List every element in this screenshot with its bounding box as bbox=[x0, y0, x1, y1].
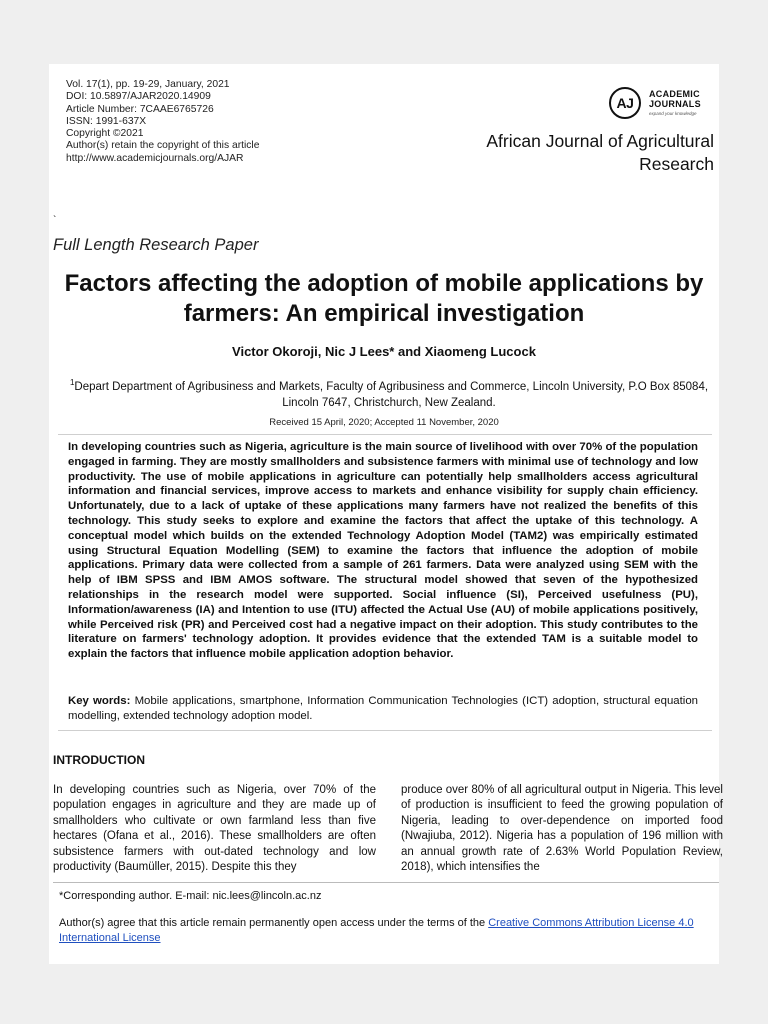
stray-mark: ` bbox=[53, 215, 57, 226]
abstract-text: In developing countries such as Nigeria, agriculture is the main source of livelihood with over 70% of the population engaged in farming. They are mostly smallholders and subsistence farmers with minimal use of technology and low productivity. The use of mobile applications in agriculture can potentially help smallholders access agricultural information and financial services, improve access to markets and enhance visibility for supply chain efficiency. Unfortunately, due to a lack of uptake of these applications many farmers have not realized the benefits of this technology. This study seeks to explore and examine the factors that affect the uptake of this technology. A conceptual model which builds on the extended Technology Adoption Model (TAM2) was empirically estimated using Structural Equation Modelling (SEM) to examine the factors that influence the adoption of mobile applications. Primary data were collected from a sample of 261 farmers. Data were analyzed using SEM with the help of IBM SPSS and IBM AMOS software. The structural model showed that seven of the hypothesized relationships in the research model were supported. Social influence (SI), Perceived usefulness (PU), Information/awareness (IA) and Intention to use (ITU) affected the Actual Use (AU) of mobile applications positively, while Perceived risk (PR) and Perceived cost had a negative impact on their adoption. This study contributes to the literature on farmers' technology adoption. It provides evidence that the extended TAM is a suitable model to explain the factors that influence mobile application adoption behavior. bbox=[68, 441, 698, 661]
meta-volume: Vol. 17(1), pp. 19-29, January, 2021 bbox=[66, 79, 230, 90]
introduction-column-right: produce over 80% of all agricultural output in Nigeria. This level of production is insufficient to feed the growing population of Nigeria, leading to over-dependence on imported food (Nwajiuba, 2012). Nigeria has a population of 196 million with an annual growth rate of 2.63% World Population Review, 2018), which intensifies the bbox=[401, 784, 723, 874]
corresponding-author: *Corresponding author. E-mail: nic.lees@lincoln.ac.nz bbox=[59, 890, 322, 902]
meta-url: http://www.academicjournals.org/AJAR bbox=[66, 152, 244, 164]
received-dates: Received 15 April, 2020; Accepted 11 November, 2020 bbox=[269, 417, 499, 428]
journal-name bbox=[486, 130, 714, 176]
keywords bbox=[68, 694, 698, 724]
meta-copyright: Copyright ©2021 bbox=[66, 128, 144, 140]
affiliation-superscript: 1 bbox=[69, 378, 75, 387]
meta-article-number: Article Number: 7CAAE6765726 bbox=[66, 103, 214, 115]
license-text: Author(s) agree that this article remain permanently open access under the terms of the bbox=[59, 917, 489, 929]
license-notice bbox=[59, 916, 714, 946]
logo-text-academic: ACADEMIC bbox=[649, 89, 700, 99]
meta-rights: Author(s) retain the copyright of this article bbox=[66, 140, 260, 152]
paper-type: Full Length Research Paper bbox=[53, 236, 259, 254]
keywords-label: Key words: bbox=[68, 695, 131, 707]
footnote-divider bbox=[53, 882, 719, 883]
license-link[interactable]: Creative Commons Attribution License 4.0 International License bbox=[59, 917, 694, 944]
logo-tagline: expand your knowledge bbox=[649, 111, 697, 116]
paper-page bbox=[49, 64, 723, 964]
title-line1: Factors affecting the adoption of mobile applications by bbox=[64, 270, 704, 297]
authors: Victor Okoroji, Nic J Lees* and Xiaomeng Lucock bbox=[232, 344, 536, 359]
journal-name-line2: Research bbox=[639, 154, 714, 174]
introduction-column-left: In developing countries such as Nigeria, over 70% of the population engages in agriculture and they are made up of smallholders who cultivate or own farmland less than five hectares (Ofana et al., 2016). These smallholders are often subsistence farmers with out-dated technology and low productivity (Baumüller, 2015). Despite this they bbox=[53, 784, 376, 874]
affiliation-text: Depart Department of Agribusiness and Markets, Faculty of Agribusiness and Commerce, Lincoln University, P.O Box 85084, Lincoln 7647, Christchurch, New Zealand. bbox=[74, 380, 709, 409]
meta-doi: DOI: 10.5897/AJAR2020.14909 bbox=[66, 91, 211, 103]
academic-journals-logo bbox=[609, 85, 729, 125]
journal-name-line1: African Journal of Agricultural bbox=[486, 131, 714, 151]
keywords-text: Mobile applications, smartphone, Information Communication Technologies (ICT) adoption, structural equation modelling, extended technology adoption model. bbox=[68, 695, 698, 722]
aj-logo-icon: AJ bbox=[609, 87, 641, 119]
affiliation bbox=[59, 375, 719, 411]
introduction-heading: INTRODUCTION bbox=[53, 753, 145, 767]
paper-title bbox=[49, 269, 719, 329]
meta-issn: ISSN: 1991-637X bbox=[66, 115, 147, 127]
logo-text-journals: JOURNALS bbox=[649, 99, 701, 109]
title-line2: farmers: An empirical investigation bbox=[183, 300, 585, 327]
article-metadata bbox=[66, 79, 259, 165]
